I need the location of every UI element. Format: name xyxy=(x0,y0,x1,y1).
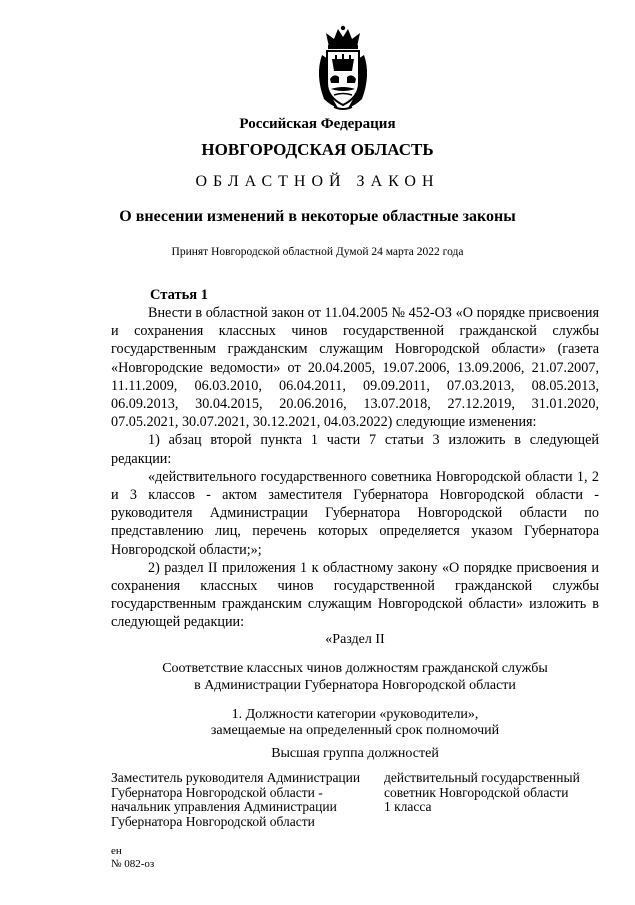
article-paragraph-3: «действительного государственного советника Новгородской области 1, 2 и 3 классов - актом заместителя Губернатора Новгородской области - руководителя Администрации Губернатора Новгородской области по представлению лиц, перечень которых определяется указом Губернатора Новгородской области;»; xyxy=(111,468,599,558)
position-line: начальник управления Администрации xyxy=(111,799,337,814)
category-heading-2: замещаемые на определенный срок полномочий xyxy=(210,723,500,738)
position-line: Губернатора Новгородской области - xyxy=(111,784,323,800)
rank-line: советник Новгородской области xyxy=(384,784,569,800)
section-subtitle-1: Соответствие классных чинов должностям гражданской службы xyxy=(162,661,548,676)
adoption-note: Принят Новгородской областной Думой 24 марта 2022 года xyxy=(171,246,464,258)
footer-initials: ен xyxy=(111,845,122,857)
rank-cell xyxy=(384,771,604,815)
coat-of-arms-icon xyxy=(312,25,374,111)
document-footer xyxy=(111,845,154,871)
law-type-heading: ОБЛАСТНОЙ ЗАКОН xyxy=(195,173,440,190)
region-heading: НОВГОРОДСКАЯ ОБЛАСТЬ xyxy=(201,140,434,159)
article-paragraph-2: 1) абзац второй пункта 1 части 7 статьи 3 изложить в следующей редакции: xyxy=(111,432,599,467)
group-heading: Высшая группа должностей xyxy=(271,746,439,761)
position-line: Губернатора Новгородской области xyxy=(111,813,315,829)
law-title: О внесении изменений в некоторые областные законы xyxy=(119,208,516,225)
rank-line: 1 класса xyxy=(384,799,432,814)
category-heading-1: 1. Должности категории «руководители», xyxy=(231,707,479,722)
position-line: Заместитель руководителя Администрации xyxy=(111,770,361,785)
footer-number: № 082-оз xyxy=(111,858,155,870)
section-heading: «Раздел II xyxy=(325,632,385,647)
section-subtitle-2: в Администрации Губернатора Новгородской области xyxy=(194,678,516,693)
article-paragraph-1: Внести в областной закон от 11.04.2005 № 452-ОЗ «О порядке присвоения и сохранения классных чинов государственной гражданской службы государственным гражданским служащим Новгородской области» (газета «Новгородские ведомости» от 20.04.2005, 19.07.2006, 13.09.2006, 21.07.2007, 11.11.2009, 06.03.2010, 06.04.2011, 09.09.2011, 07.03.2013, 08.05.2013, 06.09.2013, 30.04.2015, 20.06.2016, 13.07.2018, 27.12.2019, 31.01.2020, 07.05.2021, 30.07.2021, 30.12.2021, 04.03.2022) следующие изменения: xyxy=(111,305,599,431)
position-cell xyxy=(111,771,376,829)
country-heading: Российская Федерация xyxy=(239,116,396,132)
rank-line: действительный государственный xyxy=(384,770,580,785)
article-heading: Статья 1 xyxy=(150,287,208,303)
article-body xyxy=(111,304,599,632)
article-paragraph-4: 2) раздел II приложения 1 к областному закону «О порядке присвоения и сохранения классных чинов государственной гражданской службы государственным гражданским служащим Новгородской области» изложить в следующей редакции: xyxy=(111,559,599,631)
